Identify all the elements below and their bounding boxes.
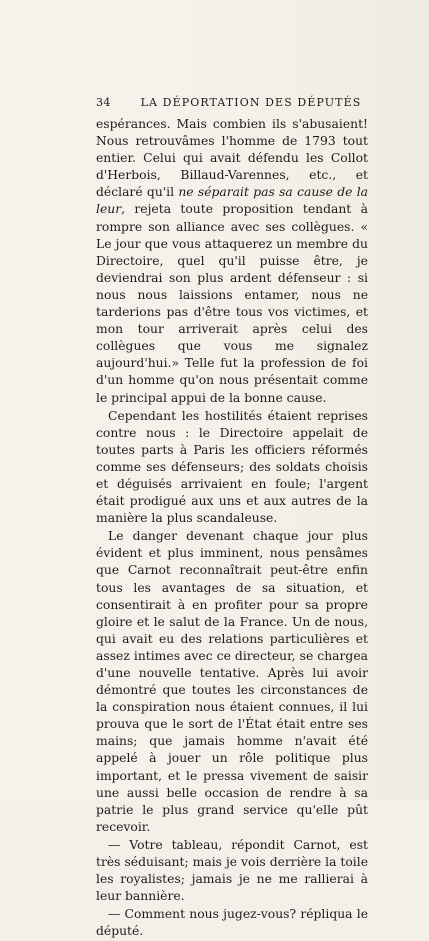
- paragraph-5: — Comment nous jugez-vous? répliqua le député.: [96, 907, 368, 939]
- paragraph-1-text-after: , rejeta toute proposition tendant à rompre son alliance avec ses collègues. « Le jour que vous attaquerez un membre du Directoire, quel qu'il puisse être, je deviendrai son plus ardent défenseur : si nous nous laissions entamer, nous ne tarderions pas d'être tous vos victimes, et mon tour arriverait après celui des collègues que vous me signalez aujourd'hui.» Telle fut la profession de foi d'un homme qu'on nous présentait comme le principal appui de la bonne cause.: [96, 202, 368, 405]
- paragraph-1: [96, 116, 368, 407]
- page-number: 34: [96, 96, 111, 109]
- paragraph-2: Cependant les hostilités étaient reprises contre nous : le Directoire appelait de toutes parts à Paris les officiers réformés comme ses défenseurs; des soldats choisis et déguisés arrivaient en foule; l'argent était prodigué aux uns et aux autres de la manière la plus scandaleuse.: [96, 408, 368, 526]
- paragraph-1-italic-quote: ne séparait pas sa cause de la leur: [96, 185, 369, 217]
- running-title: LA DÉPORTATION DES DÉPUTÉS: [140, 96, 362, 109]
- page-header: [96, 96, 368, 109]
- body-text: [96, 116, 368, 941]
- paragraph-4: — Votre tableau, répondit Carnot, est très séduisant; mais je vois derrière la toile les royalistes; jamais je ne me rallierai à leur bannière.: [96, 837, 368, 904]
- paragraph-3: Le danger devenant chaque jour plus évident et plus imminent, nous pensâmes que Carnot reconnaîtrait peut-être enfin tous les avantages de sa situation, et consentirait à en profiter pour sa propre gloire et le salut de la France. Un de nous, qui avait eu des relations particulières et assez intimes avec ce directeur, se chargea d'une nouvelle tentative. Après lui avoir démontré que toutes les circonstances de la conspiration nous étaient connues, il lui prouva que le sort de l'État était entre ses mains; que jamais homme n'avait été appelé à jouer un rôle politique plus important, et le pressa vivement de saisir une aussi belle occasion de rendre à sa patrie le plus grand service qu'elle pût recevoir.: [96, 529, 368, 834]
- paragraph-1-text-before: espérances. Mais combien ils s'abusaient! Nous retrouvâmes l'homme de 1793 tout entier. Celui qui avait défendu les Collot d'Herbois, Billaud-Varennes, etc., et déclaré qu'il: [96, 117, 368, 200]
